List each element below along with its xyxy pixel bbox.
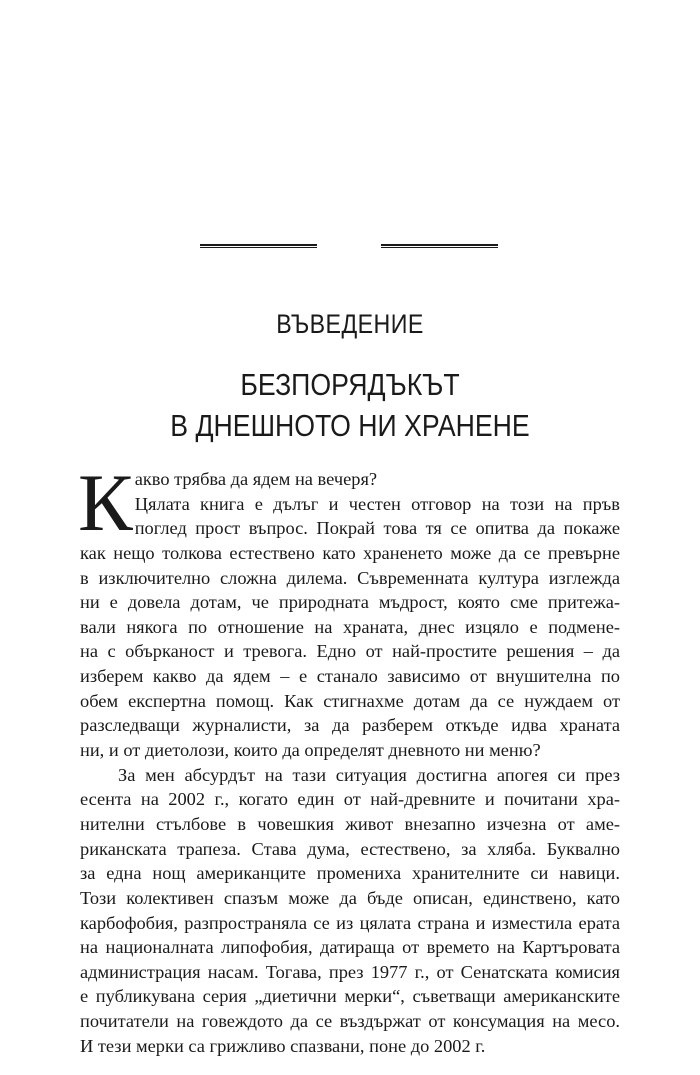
- decorative-rule-right: [381, 244, 498, 248]
- text-line: ни е довела дотам, че природната мъдрост, която сме притежа-: [80, 592, 620, 613]
- text-line: администрация насам. Тогава, през 1977 г., от Сенатската комисия: [80, 961, 620, 982]
- text-line: нителни стълбове в човешкия живот внезапно изчезна от аме-: [80, 813, 620, 834]
- text-line: за една нощ американците промениха хранителните си навици.: [80, 863, 620, 884]
- text-line: карбофобия, разпространяла се из цялата страна и изместила ерата: [80, 912, 620, 933]
- text-line: обем експертна помощ. Как стигнахме дотам да се нуждаем от: [80, 690, 620, 711]
- text-line: Този колективен спазъм може да бъде описан, единствено, като: [80, 887, 620, 908]
- text-line: ни, и от диетолози, които да определят дневното ни меню?: [80, 740, 541, 761]
- text-line: изберем какво да ядем – е станало зависимо от внушителна по: [80, 666, 620, 687]
- text-line: есента на 2002 г., когато един от най-древните и почитани хра-: [80, 789, 620, 810]
- text-line: на с обърканост и тревога. Едно от най-простите решения – да: [80, 641, 620, 662]
- chapter-title-line-1: БЕЗПОРЯДЪКЪТ: [240, 367, 460, 402]
- chapter-title: [49, 364, 651, 446]
- text-line: почитатели на говеждото да се въздържат от консумация на месо.: [80, 1011, 620, 1032]
- text-line: в изключително сложна дилема. Съвременната култура изглежда: [80, 567, 620, 588]
- text-line: Цялата книга е дълъг и честен отговор на този на пръв: [134, 493, 620, 514]
- text-line: риканската трапеза. Става дума, естествено, за хляба. Буквално: [80, 838, 620, 859]
- section-label: ВЪВЕДЕНИЕ: [276, 309, 424, 339]
- drop-cap: К: [78, 457, 133, 548]
- text-line: вали някога по отношение на храната, днес изцяло е подмене-: [80, 616, 620, 637]
- text-line: акво трябва да ядем на вечеря?: [134, 469, 378, 489]
- body-text: [78, 457, 620, 1058]
- paragraph-2: [80, 763, 620, 1059]
- text-line: е публикувана серия „диетични мерки“, съветващи американските: [80, 986, 620, 1007]
- text-line: И тези мерки са грижливо спазвани, поне до 2002 г.: [80, 1035, 486, 1056]
- text-line: разследващи журналисти, за да разберем откъде идва храната: [80, 715, 620, 736]
- text-line: поглед прост въпрос. Покрай това тя се опитва да покаже: [134, 518, 620, 539]
- text-line: на националната липофобия, датираща от времето на Картъровата: [80, 937, 620, 958]
- text-line: За мен абсурдът на тази ситуация достигна апогея си през: [118, 764, 620, 785]
- chapter-title-line-2: В ДНЕШНОТО НИ ХРАНЕНЕ: [170, 408, 530, 443]
- decorative-rule-left: [200, 244, 317, 248]
- paragraph-1: [78, 457, 620, 763]
- text-line: как нещо толкова естествено като храненето може да се превърне: [80, 542, 620, 563]
